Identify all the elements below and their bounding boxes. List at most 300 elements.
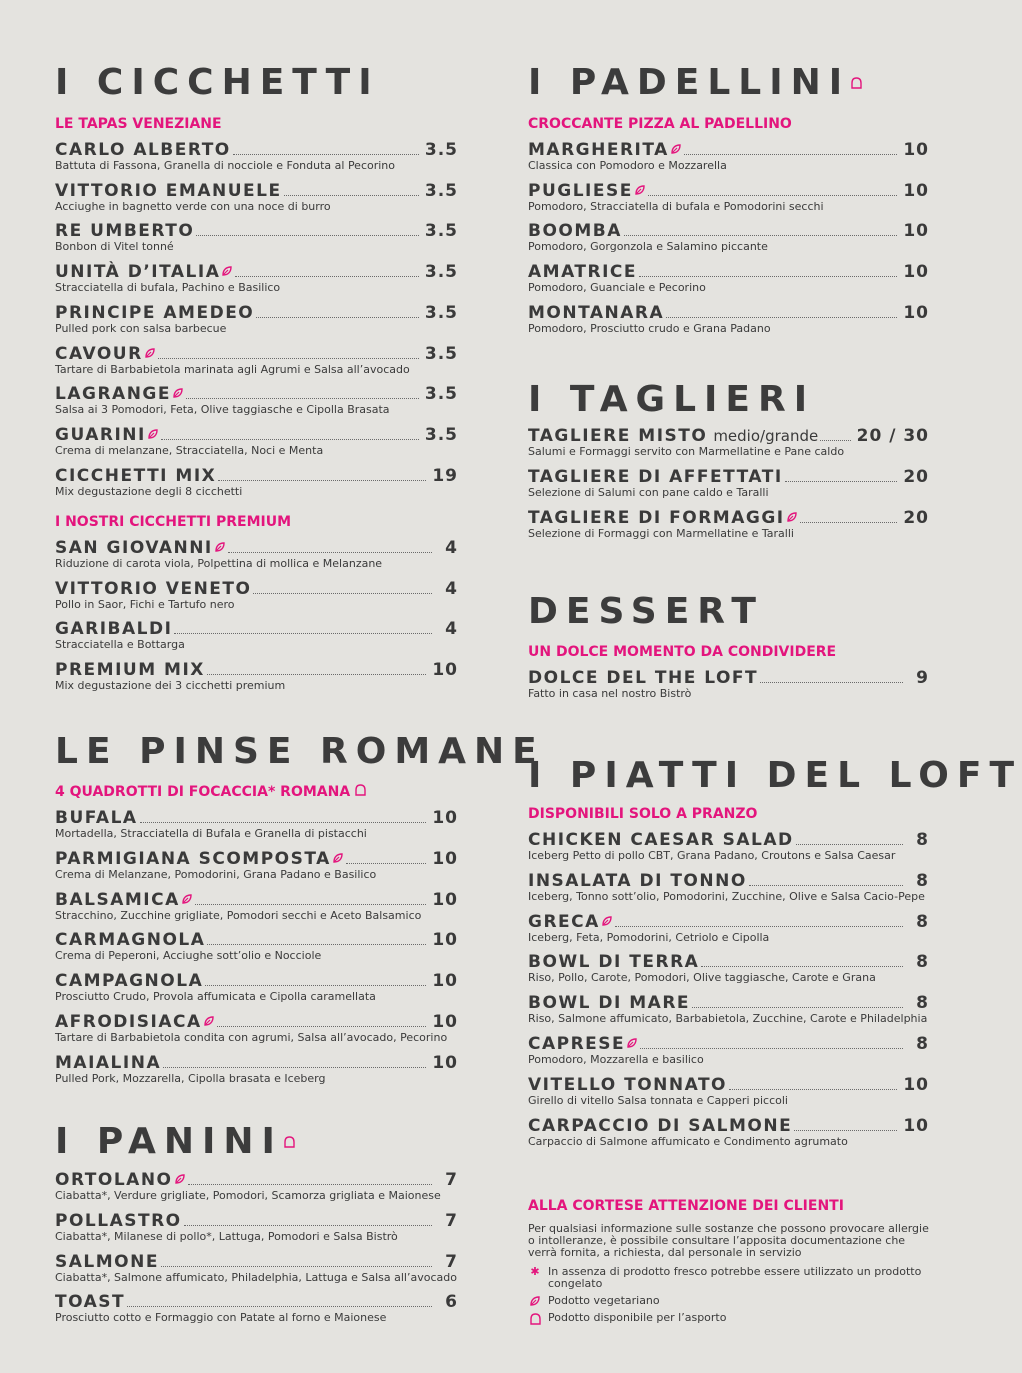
dot-leader <box>127 1293 432 1307</box>
menu-item-row <box>55 619 458 638</box>
menu-item <box>528 993 929 1029</box>
menu-item <box>528 508 929 544</box>
dot-leader <box>800 509 898 523</box>
dot-leader <box>184 1212 432 1226</box>
leaf-icon <box>221 262 233 281</box>
menu-item-row <box>55 660 458 679</box>
menu-item-description: Salsa ai 3 Pomodori, Feta, Olive taggiasche e Cipolla Brasata <box>55 403 390 417</box>
menu-item-name: TAGLIERE DI FORMAGGI <box>528 507 785 528</box>
menu-item-row <box>55 1170 458 1189</box>
legend-item <box>528 1295 938 1307</box>
dot-leader <box>163 1054 426 1068</box>
menu-item-name: PRINCIPE AMEDEO <box>55 302 255 323</box>
dot-leader <box>684 141 898 155</box>
takeaway-bag-icon <box>283 1133 296 1152</box>
menu-item <box>528 830 929 866</box>
menu-item-row <box>528 668 929 687</box>
menu-item-description: Pomodoro, Guanciale e Pecorino <box>528 281 706 295</box>
menu-item-description: Salumi e Formaggi servito con Marmellatine e Pane caldo <box>528 445 845 458</box>
menu-item-row <box>55 930 458 949</box>
menu-item-price: 10 <box>432 808 458 828</box>
menu-item-name: PARMIGIANA SCOMPOSTA <box>55 848 331 869</box>
section-subtitle <box>528 1197 844 1215</box>
menu-item-name: CICCHETTI MIX <box>55 465 217 486</box>
menu-item-name: VITTORIO EMANUELE <box>55 180 282 201</box>
menu-item-name: PREMIUM MIX <box>55 660 205 681</box>
menu-item-name: CARLO ALBERTO <box>55 140 231 160</box>
menu-item-description: Mix degustazione degli 8 cicchetti <box>55 484 243 498</box>
section-title <box>55 1121 283 1162</box>
menu-item-description: Riso, Pollo, Carote, Pomodori, Olive taggiasche, Carote e Grana <box>528 971 876 985</box>
menu-item-description: Riduzione di carota viola, Polpettina di mollica e Melanzane <box>55 557 383 570</box>
dot-leader <box>820 427 850 441</box>
menu-item-description: Pulled pork con salsa barbecue <box>55 321 227 335</box>
menu-item-price: 8 <box>916 1034 929 1054</box>
menu-item-price: 19 <box>432 465 458 486</box>
legend-text: Podotto disponibile per l’asporto <box>548 1311 727 1324</box>
menu-item-row <box>55 384 458 403</box>
menu-item <box>528 668 929 704</box>
dot-leader <box>140 809 427 823</box>
section-subtitle-text: 4 QUADROTTI DI FOCACCIA* ROMANA <box>55 784 351 800</box>
dot-leader <box>158 345 419 359</box>
menu-item <box>528 871 929 907</box>
menu-item-price: 10 <box>432 930 458 951</box>
menu-item-name: RE UMBERTO <box>55 221 195 242</box>
dot-leader <box>195 891 427 905</box>
menu-item-name: GUARINI <box>55 424 146 445</box>
dot-leader <box>217 1013 427 1027</box>
menu-item-name: TAGLIERE DI AFFETTATI <box>528 466 783 487</box>
menu-item-description: Stracciatella e Bottarga <box>55 638 185 652</box>
menu-item-row <box>55 466 458 485</box>
menu-item-price: 10 <box>903 1074 929 1095</box>
dot-leader <box>796 831 903 845</box>
menu-item-price: 3.5 <box>424 343 458 364</box>
menu-item-name: CAMPAGNOLA <box>55 971 204 992</box>
menu-item-row <box>55 425 458 444</box>
menu-item-name: LAGRANGE <box>55 384 171 405</box>
menu-item-description: Battuta di Fassona, Granella di nocciole e Fonduta al Pecorino <box>55 159 396 172</box>
section-title-text: I PANINI <box>55 1121 283 1162</box>
menu-item-description: Ciabatta*, Milanese di pollo*, Lattuga, Pomodori e Salsa Bistrò <box>55 1229 398 1243</box>
section-subtitle-text: DISPONIBILI SOLO A PRANZO <box>528 806 758 822</box>
menu-item <box>528 140 929 176</box>
section-title-text: DESSERT <box>528 591 764 632</box>
legend-text: In assenza di prodotto fresco potrebbe essere utilizzato un prodotto congelato <box>548 1265 922 1290</box>
dot-leader <box>346 850 427 864</box>
section-title <box>528 755 1022 796</box>
menu-item-description: Ciabatta*, Salmone affumicato, Philadelphia, Lattuga e Salsa all’avocado <box>55 1270 457 1284</box>
leaf-icon <box>786 508 798 527</box>
menu-item-name: BOWL DI MARE <box>528 993 691 1014</box>
menu-item-description: Acciughe in bagnetto verde con una noce di burro <box>55 199 331 213</box>
menu-item-name: CAPRESE <box>528 1034 626 1054</box>
dot-leader <box>205 972 426 986</box>
leaf-icon <box>203 1012 215 1031</box>
menu-item-price: 3.5 <box>424 140 458 160</box>
menu-item-price: 10 <box>903 221 929 242</box>
menu-item <box>528 467 929 503</box>
section-subtitle <box>528 115 792 133</box>
menu-item-row <box>55 890 458 909</box>
dot-leader <box>188 1171 433 1185</box>
menu-item <box>528 221 929 257</box>
menu-item <box>55 303 458 339</box>
section-subtitle <box>55 115 222 133</box>
leaf-icon <box>626 1034 638 1053</box>
dot-leader <box>749 872 903 886</box>
menu-item-description: Tartare di Barbabietola marinata agli Agrumi e Salsa all’avocado <box>55 362 410 376</box>
dot-leader <box>648 182 897 196</box>
dot-leader <box>253 580 432 594</box>
menu-item-description: Mortadella, Stracciatella di Bufala e Granella di pistacchi <box>55 827 367 840</box>
menu-item <box>55 1211 458 1247</box>
dot-leader <box>692 994 903 1008</box>
menu-item-name: BALSAMICA <box>55 889 180 910</box>
dot-leader <box>207 931 426 945</box>
menu-item-row <box>55 344 458 363</box>
menu-item-row <box>528 467 929 486</box>
menu-item-row <box>528 871 929 890</box>
menu-item-row <box>55 1252 458 1271</box>
menu-item <box>528 952 929 988</box>
dot-leader <box>640 1035 903 1049</box>
menu-item-name: GARIBALDI <box>55 619 173 640</box>
section-subtitle-text: ALLA CORTESE ATTENZIONE DEI CLIENTI <box>528 1198 844 1214</box>
menu-item <box>528 181 929 217</box>
menu-item <box>528 1034 929 1070</box>
menu-item-name: VITTORIO VENETO <box>55 578 252 599</box>
section-title-text: I PIATTI DEL LOFT <box>528 755 1022 796</box>
dot-leader <box>729 1076 897 1090</box>
menu-item-row <box>528 140 929 159</box>
menu-item <box>55 384 458 420</box>
dot-leader <box>218 467 426 481</box>
menu-item-name: PUGLIESE <box>528 180 633 201</box>
menu-item-name: CHICKEN CAESAR SALAD <box>528 830 794 850</box>
menu-item <box>55 344 458 380</box>
menu-item-price: 7 <box>445 1170 458 1190</box>
menu-item-price: 8 <box>916 952 929 973</box>
menu-item <box>528 1116 929 1152</box>
section-title <box>528 591 764 632</box>
menu-item-row <box>55 303 458 322</box>
menu-item-row <box>528 1116 929 1135</box>
section-title-text: I CICCHETTI <box>55 62 380 103</box>
menu-item <box>55 181 458 217</box>
menu-item <box>55 538 458 574</box>
menu-item <box>55 971 458 1007</box>
section-title-text: LE PINSE ROMANE <box>55 731 545 772</box>
leaf-icon <box>147 425 159 444</box>
menu-item-row <box>528 952 929 971</box>
menu-item-description: Prosciutto cotto e Formaggio con Patate al forno e Maionese <box>55 1311 387 1325</box>
menu-item-description: Stracchino, Zucchine grigliate, Pomodori secchi e Aceto Balsamico <box>55 908 422 922</box>
menu-item <box>55 1170 458 1206</box>
menu-item-name: BOWL DI TERRA <box>528 952 700 973</box>
menu-item-description: Classica con Pomodoro e Mozzarella <box>528 159 727 172</box>
dot-leader <box>666 304 897 318</box>
section-title <box>55 62 380 103</box>
menu-item-row <box>528 993 929 1012</box>
leaf-icon <box>634 181 646 200</box>
section-title-text: I PADELLINI <box>528 62 851 103</box>
menu-item-description: Tartare di Barbabietola condita con agrumi, Salsa all’avocado, Pecorino <box>55 1031 448 1044</box>
menu-item-price: 10 <box>432 971 458 992</box>
menu-item-row <box>55 1211 458 1230</box>
menu-item <box>55 1053 458 1089</box>
menu-item-price: 9 <box>916 668 929 688</box>
menu-item-price: 6 <box>445 1292 458 1313</box>
menu-item <box>55 849 458 885</box>
dot-leader <box>161 1253 432 1267</box>
menu-item <box>55 262 458 298</box>
menu-item-description: Pulled Pork, Mozzarella, Cipolla brasata e Iceberg <box>55 1071 326 1085</box>
menu-item-name: POLLASTRO <box>55 1210 182 1231</box>
menu-item-description: Riso, Salmone affumicato, Barbabietola, Zucchine, Carote e Philadelphia <box>528 1012 928 1026</box>
menu-item-name: AMATRICE <box>528 262 638 283</box>
dot-leader <box>701 953 903 967</box>
takeaway-bag-icon <box>354 783 367 801</box>
menu-item-price: 3.5 <box>424 221 458 242</box>
takeaway-bag-icon <box>528 1312 542 1328</box>
leaf-icon <box>144 344 156 363</box>
menu-item <box>55 140 458 176</box>
menu-item-price: 10 <box>432 848 458 869</box>
dot-leader <box>235 263 419 277</box>
menu-item <box>528 303 929 339</box>
section-title <box>55 731 545 772</box>
menu-item-description: Crema di Melanzane, Pomodorini, Grana Padano e Basilico <box>55 867 377 881</box>
menu-item-row <box>55 1012 458 1031</box>
dot-leader <box>639 263 897 277</box>
menu-item-name: UNITÀ D’ITALIA <box>55 262 221 283</box>
menu-item-row <box>528 1075 929 1094</box>
menu-item <box>55 466 458 502</box>
menu-item-price: 8 <box>916 911 929 932</box>
menu-item-row <box>528 830 929 849</box>
menu-item-price: 20 / 30 <box>856 426 929 446</box>
menu-item-description: Crema di Peperoni, Acciughe sott’olio e Nocciole <box>55 949 322 963</box>
menu-item-description: Bonbon di Vitel tonné <box>55 240 174 254</box>
menu-item-row <box>55 140 458 159</box>
menu-item <box>528 912 929 948</box>
menu-item-row <box>55 262 458 281</box>
section-subtitle <box>55 513 291 531</box>
menu-item-description: Pollo in Saor, Fichi e Tartufo nero <box>55 597 235 611</box>
menu-item-description: Mix degustazione dei 3 cicchetti premium <box>55 679 286 693</box>
menu-item-row <box>55 1053 458 1072</box>
menu-item-row <box>55 1292 458 1311</box>
menu-item-price: 10 <box>903 262 929 283</box>
menu-item-price: 4 <box>445 578 458 599</box>
menu-item-row <box>55 849 458 868</box>
menu-item <box>528 262 929 298</box>
menu-item <box>55 1252 458 1288</box>
leaf-icon <box>174 1170 186 1189</box>
menu-item <box>55 425 458 461</box>
menu-item-name: SALMONE <box>55 1251 159 1272</box>
menu-item <box>55 619 458 655</box>
menu-item-name: CARMAGNOLA <box>55 930 206 951</box>
legend-item <box>528 1266 938 1290</box>
menu-item-name: GRECA <box>528 911 600 932</box>
menu-item-price: 10 <box>432 660 458 681</box>
leaf-icon <box>214 538 226 557</box>
menu-item-description: Prosciutto Crudo, Provola affumicata e Cipolla caramellata <box>55 990 376 1004</box>
section-title <box>528 379 816 420</box>
section-subtitle <box>528 643 836 661</box>
menu-item-row <box>55 971 458 990</box>
dot-leader <box>186 385 419 399</box>
dot-leader <box>174 620 432 634</box>
leaf-icon <box>670 140 682 159</box>
menu-item-price: 10 <box>903 1115 929 1136</box>
menu-item-name: SAN GIOVANNI <box>55 538 213 558</box>
menu-item-row <box>528 221 929 240</box>
menu-item-description: Crema di melanzane, Stracciatella, Noci e Menta <box>55 443 324 457</box>
section-subtitle-text: CROCCANTE PIZZA AL PADELLINO <box>528 116 792 132</box>
menu-item-price: 10 <box>432 1052 458 1073</box>
menu-item-price: 10 <box>903 302 929 323</box>
dot-leader <box>284 182 419 196</box>
menu-item-description: Iceberg, Feta, Pomodorini, Cetriolo e Cipolla <box>528 930 770 944</box>
leaf-icon <box>332 849 344 868</box>
menu-item-price: 10 <box>432 1012 458 1032</box>
menu-item-row <box>528 1034 929 1053</box>
section-subtitle-text: I NOSTRI CICCHETTI PREMIUM <box>55 514 292 530</box>
section-subtitle <box>55 783 367 801</box>
menu-item-name: INSALATA DI TONNO <box>528 870 747 891</box>
menu-item-description: Pomodoro, Prosciutto crudo e Grana Padano <box>528 321 771 335</box>
menu-item-price: 10 <box>432 889 458 910</box>
section-subtitle-text: LE TAPAS VENEZIANE <box>55 116 222 132</box>
menu-item-price: 7 <box>445 1210 458 1231</box>
section-subtitle <box>528 805 757 823</box>
menu-item-price: 3.5 <box>424 424 458 445</box>
menu-item-name: MARGHERITA <box>528 140 669 160</box>
menu-item-price: 3.5 <box>424 302 458 323</box>
dot-leader <box>785 468 898 482</box>
menu-item-description: Iceberg Petto di pollo CBT, Grana Padano, Croutons e Salsa Caesar <box>528 849 896 862</box>
menu-item-row <box>55 579 458 598</box>
takeaway-bag-icon <box>850 74 863 93</box>
menu-item <box>528 426 929 462</box>
menu-item-price: 8 <box>916 993 929 1014</box>
menu-item-price: 10 <box>903 180 929 201</box>
menu-item-description: Pomodoro, Gorgonzola e Salamino piccante <box>528 240 768 254</box>
menu-item-description: Selezione di Salumi con pane caldo e Taralli <box>528 485 769 499</box>
menu-item-row <box>55 181 458 200</box>
menu-item-size: medio/grande <box>713 427 819 445</box>
dot-leader <box>615 913 903 927</box>
menu-item-price: 8 <box>916 830 929 850</box>
asterisk-icon: ✱ <box>530 1265 540 1278</box>
menu-item-name: TAGLIERE MISTO <box>528 426 708 446</box>
menu-item-price: 20 <box>903 507 929 528</box>
dot-leader <box>624 222 897 236</box>
menu-item-price: 4 <box>445 538 458 558</box>
menu-item-row <box>528 303 929 322</box>
menu-item-name: ORTOLANO <box>55 1170 173 1190</box>
menu-item <box>55 660 458 696</box>
menu-item <box>55 890 458 926</box>
menu-item-description: Pomodoro, Mozzarella e basilico <box>528 1053 704 1066</box>
menu-item <box>55 221 458 257</box>
dot-leader <box>256 304 419 318</box>
menu-item-price: 20 <box>903 466 929 487</box>
section-subtitle-text: UN DOLCE MOMENTO DA CONDIVIDERE <box>528 644 837 660</box>
legend-text: Podotto vegetariano <box>548 1294 660 1307</box>
section-title <box>528 62 851 103</box>
menu-item <box>55 1012 458 1048</box>
menu-item-name: DOLCE DEL THE LOFT <box>528 668 759 688</box>
dot-leader <box>794 1117 897 1131</box>
menu-item-description: Selezione di Formaggi con Marmellatine e Taralli <box>528 526 794 540</box>
menu-item-description: Carpaccio di Salmone affumicato e Condimento agrumato <box>528 1134 848 1148</box>
dot-leader <box>760 669 903 683</box>
menu-item-price: 4 <box>445 619 458 640</box>
menu-item-name: MAIALINA <box>55 1052 162 1073</box>
menu-item <box>55 930 458 966</box>
dot-leader <box>228 539 432 553</box>
menu-item-row <box>528 426 929 445</box>
menu-item-price: 3.5 <box>424 384 458 405</box>
leaf-icon <box>181 890 193 909</box>
menu-item-price: 7 <box>445 1251 458 1272</box>
menu-item-row <box>528 262 929 281</box>
menu-item-price: 3.5 <box>424 180 458 201</box>
menu-item-row <box>55 538 458 557</box>
menu-item-price: 3.5 <box>424 262 458 283</box>
menu-item-name: CARPACCIO DI SALMONE <box>528 1115 793 1136</box>
menu-item-name: MONTANARA <box>528 302 665 323</box>
menu-item-description: Ciabatta*, Verdure grigliate, Pomodori, Scamorza grigliata e Maionese <box>55 1189 441 1202</box>
menu-item-description: Pomodoro, Stracciatella di bufala e Pomodorini secchi <box>528 199 824 213</box>
menu-item-row <box>528 912 929 931</box>
menu-item-description: Iceberg, Tonno sott’olio, Pomodorini, Zucchine, Olive e Salsa Cacio-Pepe <box>528 889 925 903</box>
legend-item <box>528 1312 938 1324</box>
menu-item-description: Girello di vitello Salsa tonnata e Capperi piccoli <box>528 1093 788 1107</box>
menu-item-row <box>528 181 929 200</box>
menu-item-price: 10 <box>903 140 929 160</box>
menu-item-name: CAVOUR <box>55 343 143 364</box>
menu-item-name: BOOMBA <box>528 221 622 242</box>
menu-item-row <box>55 808 458 827</box>
menu-item-name: BUFALA <box>55 808 138 828</box>
menu-item-name: VITELLO TONNATO <box>528 1074 728 1095</box>
leaf-icon <box>172 384 184 403</box>
dot-leader <box>161 426 419 440</box>
menu-item-row <box>55 221 458 240</box>
menu-item <box>55 579 458 615</box>
menu-item-price: 8 <box>916 870 929 891</box>
menu-item-description: Stracciatella di bufala, Pachino e Basilico <box>55 281 281 295</box>
menu-item-name: TOAST <box>55 1292 126 1313</box>
menu-item-name: AFRODISIACA <box>55 1012 202 1032</box>
leaf-icon <box>528 1295 542 1310</box>
menu-item <box>55 1292 458 1328</box>
menu-item-description: Fatto in casa nel nostro Bistrò <box>528 687 692 700</box>
dot-leader <box>196 222 419 236</box>
section-title-text: I TAGLIERI <box>528 379 816 420</box>
dot-leader <box>207 661 426 675</box>
dot-leader <box>233 141 419 155</box>
menu-item-row <box>528 508 929 527</box>
menu-item <box>55 808 458 844</box>
menu-item <box>528 1075 929 1111</box>
